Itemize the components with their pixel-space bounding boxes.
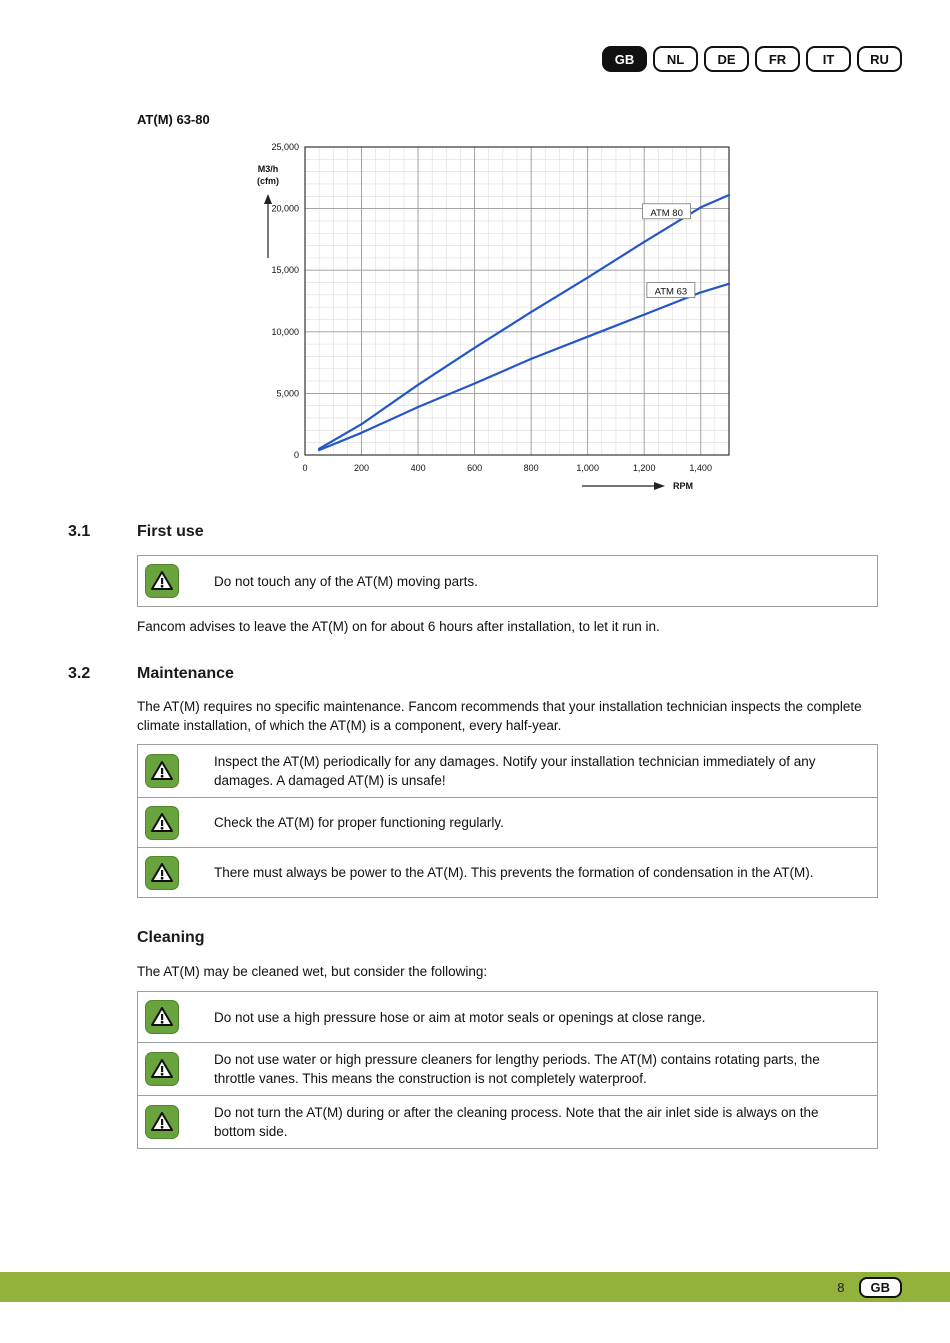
svg-text:(cfm): (cfm)	[257, 176, 279, 186]
lang-tab-fr[interactable]: FR	[755, 46, 800, 72]
maintenance-paragraph: The AT(M) requires no specific maintenance. Fancom recommends that your installation technician inspects the complete climate installation, of which the AT(M) is a component, every half-year.	[137, 699, 862, 733]
warning-icon-cell	[138, 856, 214, 890]
footer-language-badge: GB	[859, 1277, 903, 1298]
warning-row	[138, 745, 877, 797]
svg-text:15,000: 15,000	[271, 265, 299, 276]
warning-icon-cell	[138, 754, 214, 788]
warning-icon-cell	[138, 806, 214, 840]
page-number: 8	[837, 1279, 845, 1295]
section-first-use-heading	[68, 523, 204, 541]
svg-text:ATM 80: ATM 80	[650, 207, 683, 219]
section-maintenance-heading	[68, 665, 234, 683]
lang-tab-it[interactable]: IT	[806, 46, 851, 72]
svg-text:1,400: 1,400	[689, 463, 712, 473]
warning-text: Do not turn the AT(M) during or after the cleaning process. Note that the air inlet side is always on the bottom side.	[214, 1105, 819, 1139]
first-use-paragraph: Fancom advises to leave the AT(M) on for about 6 hours after installation, to let it run in.	[137, 619, 660, 634]
language-bar	[602, 46, 902, 72]
section-number: 3.1	[68, 523, 91, 540]
svg-text:5,000: 5,000	[276, 388, 299, 399]
warning-triangle-icon	[145, 856, 179, 890]
warning-triangle-icon	[145, 806, 179, 840]
fan-performance-chart	[237, 140, 747, 505]
warning-text: Inspect the AT(M) periodically for any damages. Notify your installation technician immediately of any damages. A damaged AT(M) is unsafe!	[214, 754, 816, 788]
warning-row	[138, 556, 877, 606]
warning-row	[138, 797, 877, 847]
warning-text: Do not touch any of the AT(M) moving parts.	[214, 573, 478, 589]
warning-row	[138, 1042, 877, 1095]
svg-text:ATM 63: ATM 63	[654, 286, 688, 298]
cleaning-heading: Cleaning	[137, 929, 205, 946]
warning-row	[138, 1095, 877, 1148]
lang-tab-gb[interactable]: GB	[602, 46, 647, 72]
svg-text:RPM: RPM	[673, 481, 693, 491]
chart-heading: AT(M) 63-80	[137, 112, 210, 127]
maintenance-warning-box	[137, 744, 878, 898]
warning-row	[138, 847, 877, 897]
lang-tab-de[interactable]: DE	[704, 46, 749, 72]
warning-icon-cell	[138, 1105, 214, 1139]
warning-triangle-icon	[145, 564, 179, 598]
lang-tab-ru[interactable]: RU	[857, 46, 902, 72]
svg-text:1,200: 1,200	[632, 463, 656, 473]
svg-text:M3/h: M3/h	[257, 164, 279, 174]
warning-triangle-icon	[145, 1052, 179, 1086]
svg-text:800: 800	[523, 463, 539, 473]
footer-bar	[0, 1272, 950, 1302]
svg-text:600: 600	[467, 463, 483, 473]
section-number: 3.2	[68, 665, 91, 682]
warning-icon-cell	[138, 564, 214, 598]
svg-text:25,000: 25,000	[271, 142, 299, 152]
cleaning-paragraph: The AT(M) may be cleaned wet, but consider the following:	[137, 964, 488, 979]
warning-triangle-icon	[145, 754, 179, 788]
svg-text:200: 200	[353, 463, 370, 473]
section-title: First use	[137, 523, 204, 540]
svg-text:0: 0	[293, 450, 299, 460]
lang-tab-nl[interactable]: NL	[653, 46, 698, 72]
warning-text: Do not use a high pressure hose or aim at motor seals or openings at close range.	[214, 1009, 706, 1025]
warning-text: There must always be power to the AT(M). This prevents the formation of condensation in the AT(M).	[214, 865, 814, 880]
svg-text:10,000: 10,000	[271, 326, 299, 337]
svg-text:1,000: 1,000	[576, 463, 599, 473]
warning-triangle-icon	[145, 1000, 179, 1034]
warning-triangle-icon	[145, 1105, 179, 1139]
warning-text: Do not use water or high pressure cleaners for lengthy periods. The AT(M) contains rotating parts, the throttle vanes. This means the construction is not completely waterproof.	[214, 1052, 820, 1086]
warning-text: Check the AT(M) for proper functioning regularly.	[214, 815, 504, 830]
warning-icon-cell	[138, 1000, 214, 1034]
svg-text:20,000: 20,000	[271, 203, 299, 214]
warning-row	[138, 992, 877, 1042]
svg-text:400: 400	[410, 463, 426, 473]
first-use-warning-box	[137, 555, 878, 607]
cleaning-warning-box	[137, 991, 878, 1149]
section-title: Maintenance	[137, 665, 234, 682]
svg-text:0: 0	[302, 463, 308, 473]
warning-icon-cell	[138, 1052, 214, 1086]
